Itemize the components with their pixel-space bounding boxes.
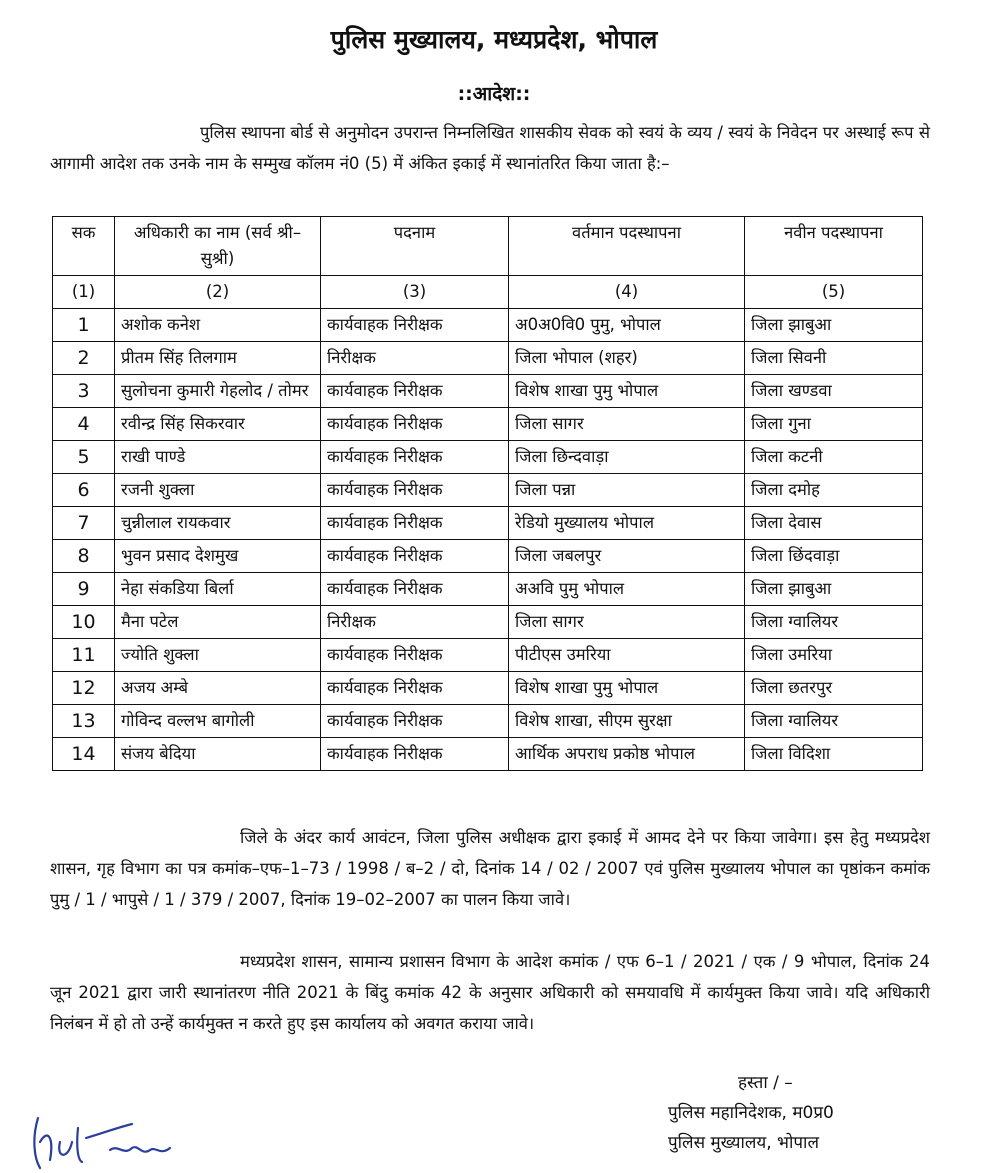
designation-cell: कार्यवाहक निरीक्षक <box>321 507 509 540</box>
table-row <box>53 672 923 705</box>
table-row <box>53 606 923 639</box>
new-posting-cell: जिला देवास <box>745 507 923 540</box>
current-posting-cell: विशेष शाखा पुमु भोपाल <box>509 375 745 408</box>
header-officer-name: अधिकारी का नाम (सर्व श्री–सुश्री) <box>115 217 321 276</box>
column-number: (5) <box>745 276 923 309</box>
signatory-office: पुलिस मुख्यालय, भोपाल <box>668 1133 819 1153</box>
officer-name-cell: रवीन्द्र सिंह सिकरवार <box>115 408 321 441</box>
designation-cell: कार्यवाहक निरीक्षक <box>321 573 509 606</box>
current-posting-cell: जिला भोपाल (शहर) <box>509 342 745 375</box>
officer-name-cell: मैना पटेल <box>115 606 321 639</box>
header-designation: पदनाम <box>321 217 509 276</box>
current-posting-cell: जिला पन्ना <box>509 474 745 507</box>
serial-number-cell: 2 <box>53 342 115 375</box>
officer-name-cell: गोविन्द वल्लभ बागोली <box>115 705 321 738</box>
table-row <box>53 705 923 738</box>
header-current-posting: वर्तमान पदस्थापना <box>509 217 745 276</box>
table-row <box>53 375 923 408</box>
new-posting-cell: जिला झाबुआ <box>745 309 923 342</box>
serial-number-cell: 3 <box>53 375 115 408</box>
new-posting-cell: जिला खण्डवा <box>745 375 923 408</box>
current-posting-cell: जिला जबलपुर <box>509 540 745 573</box>
new-posting-cell: जिला ग्वालियर <box>745 606 923 639</box>
table-row <box>53 342 923 375</box>
designation-cell: कार्यवाहक निरीक्षक <box>321 474 509 507</box>
designation-cell: कार्यवाहक निरीक्षक <box>321 738 509 771</box>
serial-number-cell: 1 <box>53 309 115 342</box>
new-posting-cell: जिला उमरिया <box>745 639 923 672</box>
current-posting-cell: पीटीएस उमरिया <box>509 639 745 672</box>
serial-number-cell: 8 <box>53 540 115 573</box>
officer-name-cell: प्रीतम सिंह तिलगाम <box>115 342 321 375</box>
designation-cell: निरीक्षक <box>321 342 509 375</box>
new-posting-cell: जिला दमोह <box>745 474 923 507</box>
serial-number-cell: 5 <box>53 441 115 474</box>
serial-number-cell: 10 <box>53 606 115 639</box>
column-number: (4) <box>509 276 745 309</box>
table-row <box>53 738 923 771</box>
new-posting-cell: जिला विदिशा <box>745 738 923 771</box>
table-row <box>53 540 923 573</box>
new-posting-cell: जिला गुना <box>745 408 923 441</box>
table-row <box>53 309 923 342</box>
designation-cell: कार्यवाहक निरीक्षक <box>321 639 509 672</box>
new-posting-cell: जिला छिंदवाड़ा <box>745 540 923 573</box>
header-serial: सक <box>53 217 115 276</box>
table-header-row <box>53 217 923 276</box>
serial-number-cell: 13 <box>53 705 115 738</box>
officer-name-cell: चुन्नीलाल रायकवार <box>115 507 321 540</box>
officer-name-cell: संजय बेदिया <box>115 738 321 771</box>
handwritten-initials <box>20 1098 200 1173</box>
officer-name-cell: अशोक कनेश <box>115 309 321 342</box>
column-number-row <box>53 276 923 309</box>
allotment-paragraph: जिले के अंदर कार्य आवंटन, जिला पुलिस अधीक्षक द्वारा इकाई में आमद देने पर किया जावेगा। इस हेतु मध्यप्रदेश शासन, गृह विभाग का पत्र कमांक–एफ–1–73 / 1998 / ब–2 / दो, दिनांक 14 / 02 / 2007 एवं पुलिस मुख्यालय भोपाल का पृष्ठांकन कमांक पुमु / 1 / भापुसे / 1 / 379 / 2007, दिनांक 19–02–2007 का पालन किया जावे। <box>50 828 930 909</box>
transfer-table <box>52 216 923 771</box>
column-number: (2) <box>115 276 321 309</box>
current-posting-cell: जिला छिन्दवाड़ा <box>509 441 745 474</box>
new-posting-cell: जिला छतरपुर <box>745 672 923 705</box>
serial-number-cell: 14 <box>53 738 115 771</box>
serial-number-cell: 7 <box>53 507 115 540</box>
signed-label: हस्ता / – <box>738 1073 793 1093</box>
table-row <box>53 507 923 540</box>
serial-number-cell: 12 <box>53 672 115 705</box>
current-posting-cell: अअवि पुमु भोपाल <box>509 573 745 606</box>
intro-paragraph: पुलिस स्थापना बोर्ड से अनुमोदन उपरान्त निम्नलिखित शासकीय सेवक को स्वयं के व्यय / स्वयं के निवेदन पर अस्थाई रूप से आगामी आदेश तक उनके नाम के सम्मुख कॉलम नं0 (5) में अंकित इकाई में स्थानांतरित किया जाता है:– <box>50 123 930 173</box>
officer-name-cell: नेहा संकडिया बिर्ला <box>115 573 321 606</box>
new-posting-cell: जिला झाबुआ <box>745 573 923 606</box>
table-row <box>53 639 923 672</box>
current-posting-cell: आर्थिक अपराध प्रकोष्ठ भोपाल <box>509 738 745 771</box>
order-heading: ::आदेश:: <box>457 83 531 105</box>
designation-cell: कार्यवाहक निरीक्षक <box>321 309 509 342</box>
designation-cell: कार्यवाहक निरीक्षक <box>321 441 509 474</box>
new-posting-cell: जिला सिवनी <box>745 342 923 375</box>
signatory-designation: पुलिस महानिदेशक, म0प्र0 <box>668 1103 834 1123</box>
current-posting-cell: विशेष शाखा पुमु भोपाल <box>509 672 745 705</box>
relieving-paragraph: मध्यप्रदेश शासन, सामान्य प्रशासन विभाग के आदेश कमांक / एफ 6–1 / 2021 / एक / 9 भोपाल, दिनांक 24 जून 2021 द्वारा जारी स्थानांतरण नीति 2021 के बिंदु कमांक 42 के अनुसार अधिकारी को समयावधि में कार्यमुक्त किया जावे। यदि अधिकारी निलंबन में हो तो उन्हें कार्यमुक्त न करते हुए इस कार्यालय को अवगत कराया जावे। <box>50 952 930 1033</box>
serial-number-cell: 9 <box>53 573 115 606</box>
header-new-posting: नवीन पदस्थापना <box>745 217 923 276</box>
officer-name-cell: सुलोचना कुमारी गेहलोद / तोमर <box>115 375 321 408</box>
officer-name-cell: भुवन प्रसाद देशमुख <box>115 540 321 573</box>
document-title: पुलिस मुख्यालय, मध्यप्रदेश, भोपाल <box>330 25 658 54</box>
current-posting-cell: विशेष शाखा, सीएम सुरक्षा <box>509 705 745 738</box>
designation-cell: कार्यवाहक निरीक्षक <box>321 705 509 738</box>
table-row <box>53 474 923 507</box>
officer-name-cell: ज्योति शुक्ला <box>115 639 321 672</box>
designation-cell: कार्यवाहक निरीक्षक <box>321 540 509 573</box>
designation-cell: निरीक्षक <box>321 606 509 639</box>
new-posting-cell: जिला ग्वालियर <box>745 705 923 738</box>
table-row <box>53 441 923 474</box>
serial-number-cell: 6 <box>53 474 115 507</box>
column-number: (3) <box>321 276 509 309</box>
designation-cell: कार्यवाहक निरीक्षक <box>321 672 509 705</box>
current-posting-cell: रेडियो मुख्यालय भोपाल <box>509 507 745 540</box>
designation-cell: कार्यवाहक निरीक्षक <box>321 408 509 441</box>
current-posting-cell: जिला सागर <box>509 408 745 441</box>
current-posting-cell: जिला सागर <box>509 606 745 639</box>
officer-name-cell: अजय अम्बे <box>115 672 321 705</box>
designation-cell: कार्यवाहक निरीक्षक <box>321 375 509 408</box>
new-posting-cell: जिला कटनी <box>745 441 923 474</box>
current-posting-cell: अ0अ0वि0 पुमु, भोपाल <box>509 309 745 342</box>
serial-number-cell: 4 <box>53 408 115 441</box>
column-number: (1) <box>53 276 115 309</box>
table-row <box>53 408 923 441</box>
table-row <box>53 573 923 606</box>
officer-name-cell: रजनी शुक्ला <box>115 474 321 507</box>
serial-number-cell: 11 <box>53 639 115 672</box>
officer-name-cell: राखी पाण्डे <box>115 441 321 474</box>
